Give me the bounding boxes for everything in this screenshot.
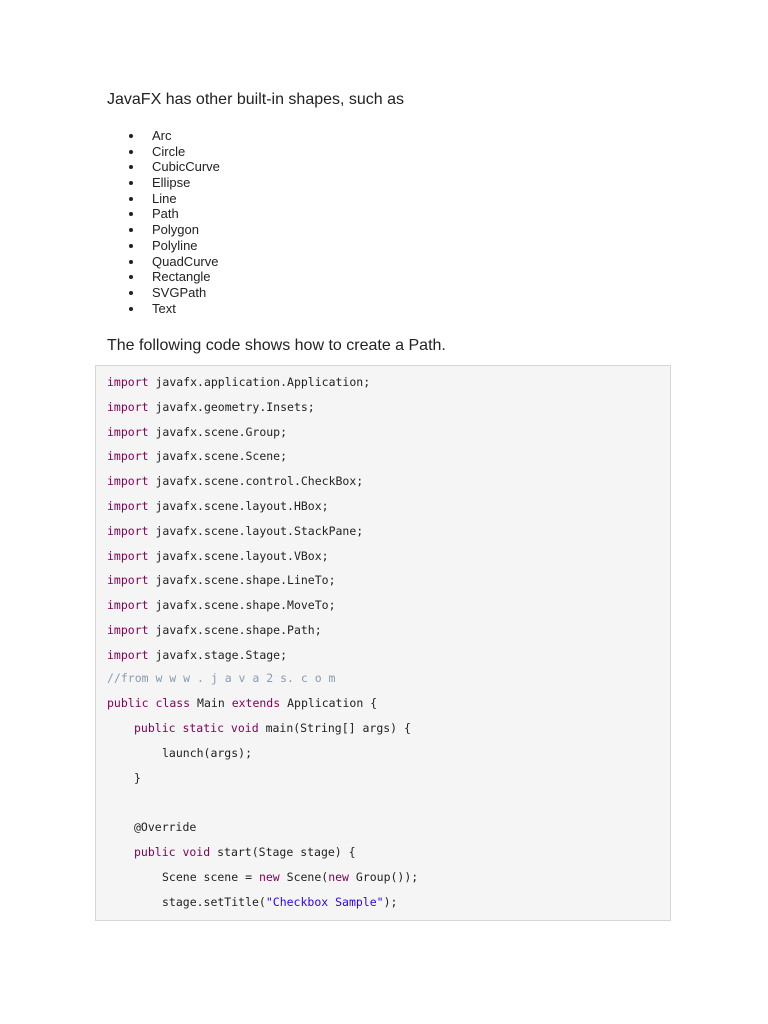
title-string: "Checkbox Sample" (265, 895, 384, 909)
shape-name: QuadCurve (152, 253, 219, 269)
import-keyword: import (107, 598, 149, 613)
import-line (107, 523, 363, 539)
import-keyword: import (107, 449, 149, 464)
import-path: javafx.scene.Scene; (155, 449, 288, 464)
import-keyword: import (107, 548, 149, 563)
import-path: javafx.scene.layout.HBox; (155, 499, 329, 513)
shape-name: Circle (152, 143, 186, 159)
code-comment-line (107, 670, 335, 686)
import-keyword: import (107, 647, 149, 662)
import-path: javafx.scene.control.CheckBox; (155, 474, 364, 489)
scene-part-b: Scene( (279, 870, 329, 884)
import-keyword: import (107, 573, 149, 588)
bullet-icon (129, 181, 133, 185)
import-line (107, 597, 336, 613)
bullet-icon (129, 275, 133, 279)
import-path: javafx.scene.layout.StackPane; (155, 523, 364, 538)
shape-list-item (152, 175, 220, 191)
start-method-line (134, 844, 356, 860)
shape-list-item (152, 159, 220, 175)
import-path: javafx.application.Application; (155, 375, 371, 389)
settitle-part-a: stage.setTitle( (162, 895, 266, 909)
import-line (107, 399, 315, 415)
start-modifiers: public void (134, 845, 211, 859)
bullet-icon (129, 134, 133, 138)
import-keyword: import (107, 623, 149, 637)
scene-line (162, 869, 418, 885)
import-line (107, 498, 329, 514)
shape-name: CubicCurve (152, 159, 220, 175)
override-line (134, 819, 196, 835)
import-line (107, 622, 322, 638)
settitle-part-b: ); (383, 895, 398, 909)
class-rest: Application { (287, 696, 378, 710)
bullet-icon (129, 307, 133, 311)
shape-list-item (152, 144, 220, 160)
bullet-icon (129, 228, 133, 232)
import-line (107, 647, 287, 663)
code-intro-paragraph: The following code shows how to create a Path. (107, 337, 446, 354)
import-keyword: import (107, 399, 149, 414)
shape-list-item (152, 285, 220, 301)
main-close-brace-line (134, 770, 141, 786)
bullet-icon (129, 197, 133, 201)
public-keyword: public (107, 696, 149, 710)
import-line (107, 424, 287, 440)
shape-name: Polyline (152, 237, 198, 253)
shape-list-item (152, 238, 220, 254)
shape-name: Path (152, 206, 179, 222)
import-keyword: import (107, 523, 149, 538)
bullet-icon (129, 260, 133, 264)
bullet-icon (129, 244, 133, 248)
shape-list-item (152, 206, 220, 222)
shape-name: SVGPath (152, 284, 207, 300)
shape-name: Polygon (152, 222, 199, 238)
import-keyword: import (107, 424, 149, 439)
main-signature: main(String[] args) { (265, 721, 411, 735)
import-path: javafx.scene.layout.VBox; (155, 548, 329, 563)
class-keyword: class (155, 696, 191, 710)
close-brace: } (134, 771, 141, 785)
shape-list-item (152, 301, 220, 317)
launch-line (162, 745, 252, 761)
import-line (107, 548, 329, 564)
settitle-line (162, 894, 397, 910)
main-method-line (134, 720, 411, 736)
shape-list-item (152, 222, 220, 238)
override-annotation: @Override (134, 820, 197, 834)
shape-name: Rectangle (152, 269, 211, 285)
start-signature: start(Stage stage) { (217, 845, 356, 859)
bullet-icon (129, 212, 133, 216)
shape-name: Ellipse (152, 175, 191, 191)
shape-list (152, 128, 220, 316)
import-line (107, 374, 370, 390)
code-block (95, 365, 671, 921)
import-line (107, 572, 336, 588)
bullet-icon (129, 165, 133, 169)
import-path: javafx.scene.shape.Path; (155, 623, 322, 637)
import-keyword: import (107, 499, 149, 513)
class-declaration-line (107, 695, 377, 711)
import-path: javafx.geometry.Insets; (155, 399, 315, 414)
intro-paragraph: JavaFX has other built-in shapes, such as (107, 91, 405, 108)
shape-name: Arc (152, 128, 172, 143)
launch-call: launch(args); (162, 746, 253, 760)
shape-list-item (152, 128, 220, 144)
import-path: javafx.scene.shape.MoveTo; (155, 598, 336, 613)
extends-keyword: extends (231, 696, 281, 710)
shape-name: Line (152, 190, 177, 206)
shape-list-item (152, 269, 220, 285)
import-path: javafx.stage.Stage; (155, 647, 288, 662)
import-line (107, 473, 363, 489)
new-keyword: new (328, 870, 349, 884)
class-name: Main (197, 696, 225, 710)
import-path: javafx.scene.shape.LineTo; (155, 573, 336, 588)
import-line (107, 448, 287, 464)
bullet-icon (129, 291, 133, 295)
import-keyword: import (107, 474, 149, 489)
shape-list-item (152, 191, 220, 207)
main-modifiers: public static void (134, 721, 259, 735)
scene-part-a: Scene scene = (162, 870, 259, 884)
code-comment: //from w w w . j a v a 2 s. c o m (107, 671, 336, 685)
scene-part-c: Group()); (348, 870, 419, 884)
bullet-icon (129, 150, 133, 154)
shape-name: Text (152, 300, 176, 316)
import-keyword: import (107, 375, 149, 389)
shape-list-item (152, 254, 220, 270)
new-keyword: new (258, 870, 280, 884)
import-path: javafx.scene.Group; (155, 424, 288, 439)
